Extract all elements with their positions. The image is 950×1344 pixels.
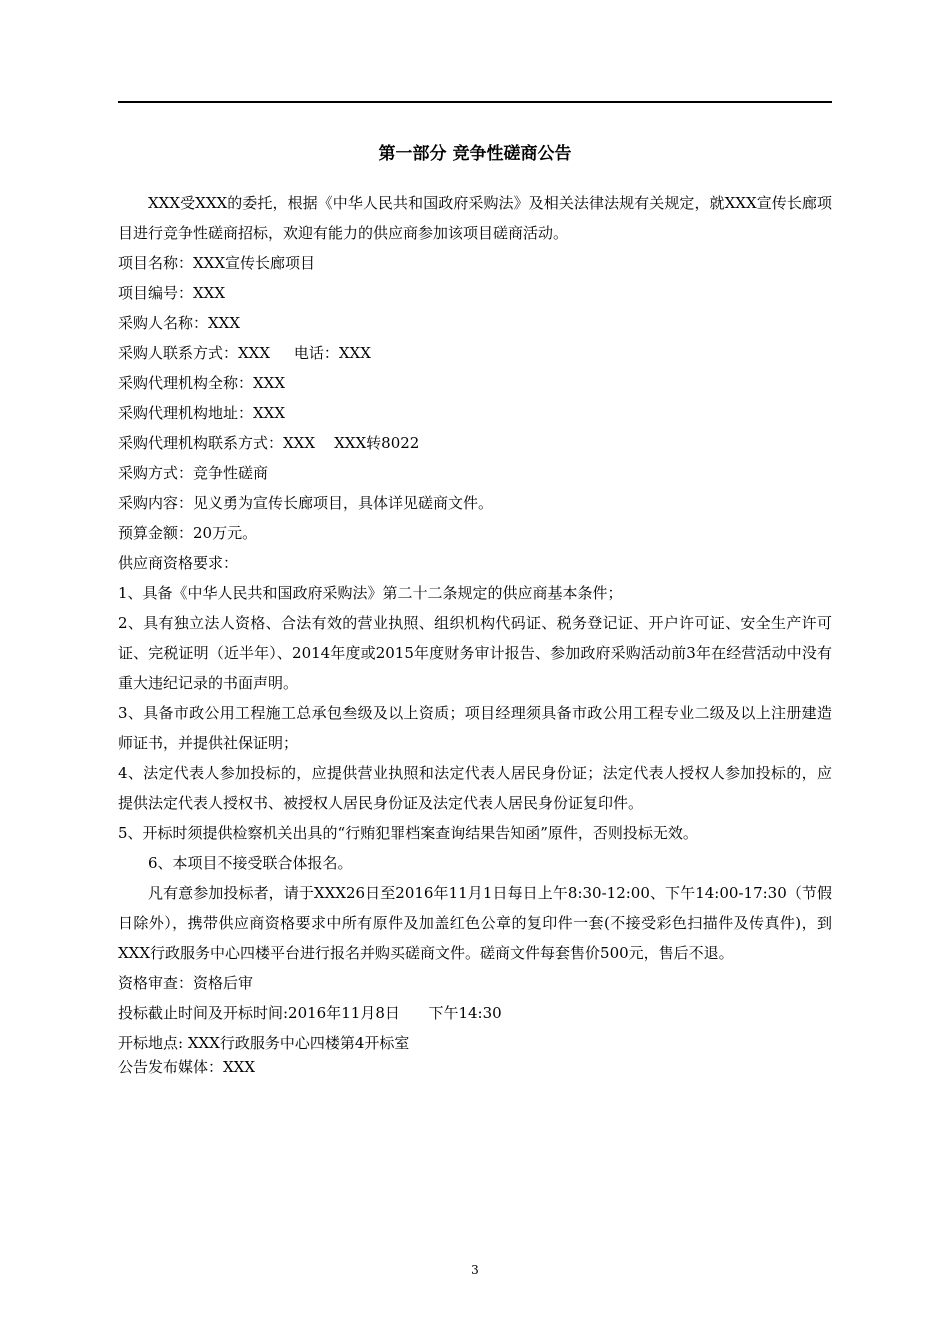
bid-deadline: 投标截止时间及开标时间:2016年11月8日 下午14:30 bbox=[118, 1004, 502, 1022]
field-procurement-content: 采购内容：见义勇为宣传长廊项目，具体详见磋商文件。 bbox=[118, 494, 494, 512]
field-agency-name: 采购代理机构全称：XXX bbox=[118, 374, 286, 392]
registration-paragraph: 凡有意参加投标者，请于XXX26日至2016年11月1日每日上午8:30-12:00、下午14:00-17:30（节假日除外），携带供应商资格要求中所有原件及加盖红色公章的复印件一套(不接受彩色扫描件及传真件)，到XXX行政服务中心四楼平台进行报名并购买磋商文件。磋商文件每套售价500元，售后不退。 bbox=[118, 884, 832, 962]
requirement-item-5: 5、开标时须提供检察机关出具的“行贿犯罪档案查询结果告知函”原件，否则投标无效。 bbox=[118, 824, 698, 842]
requirement-item-3: 3、具备市政公用工程施工总承包叁级及以上资质；项目经理须具备市政公用工程专业二级及以上注册建造师证书，并提供社保证明； bbox=[118, 704, 832, 752]
intro-paragraph: XXX受XXX的委托，根据《中华人民共和国政府采购法》及相关法律法规有关规定，就XXX宣传长廊项目进行竞争性磋商招标，欢迎有能力的供应商参加该项目磋商活动。 bbox=[118, 194, 832, 242]
requirement-item-2: 2、具有独立法人资格、合法有效的营业执照、组织机构代码证、税务登记证、开户许可证、安全生产许可证、完税证明（近半年）、2014年度或2015年度财务审计报告、参加政府采购活动前3年在经营活动中没有重大违纪记录的书面声明。 bbox=[118, 614, 832, 692]
announcement-body bbox=[118, 188, 832, 1079]
requirement-item-6: 6、本项目不接受联合体报名。 bbox=[148, 854, 353, 872]
page-title: 第一部分 竞争性磋商公告 bbox=[378, 144, 572, 164]
field-project-number: 项目编号：XXX bbox=[118, 284, 226, 302]
field-agency-contact: 采购代理机构联系方式：XXX XXX转8022 bbox=[118, 434, 420, 452]
page-number: 3 bbox=[471, 1263, 479, 1277]
field-agency-address: 采购代理机构地址：XXX bbox=[118, 404, 286, 422]
field-purchaser-name: 采购人名称：XXX bbox=[118, 314, 241, 332]
qualification-review: 资格审查：资格后审 bbox=[118, 974, 254, 992]
field-qualification-heading: 供应商资格要求： bbox=[118, 554, 239, 572]
requirement-item-1: 1、具备《中华人民共和国政府采购法》第二十二条规定的供应商基本条件； bbox=[118, 584, 623, 602]
field-budget: 预算金额：20万元。 bbox=[118, 524, 258, 542]
publication-media: 公告发布媒体：XXX bbox=[118, 1058, 256, 1076]
field-procurement-method: 采购方式：竞争性磋商 bbox=[118, 464, 269, 482]
bid-opening-location: 开标地点: XXX行政服务中心四楼第4开标室 bbox=[118, 1034, 410, 1052]
requirement-item-4: 4、法定代表人参加投标的，应提供营业执照和法定代表人居民身份证；法定代表人授权人参加投标的，应提供法定代表人授权书、被授权人居民身份证及法定代表人居民身份证复印件。 bbox=[118, 764, 832, 812]
field-project-name: 项目名称：XXX宣传长廊项目 bbox=[118, 254, 316, 272]
field-purchaser-contact: 采购人联系方式：XXX 电话：XXX bbox=[118, 344, 371, 362]
header-rule bbox=[118, 101, 832, 103]
